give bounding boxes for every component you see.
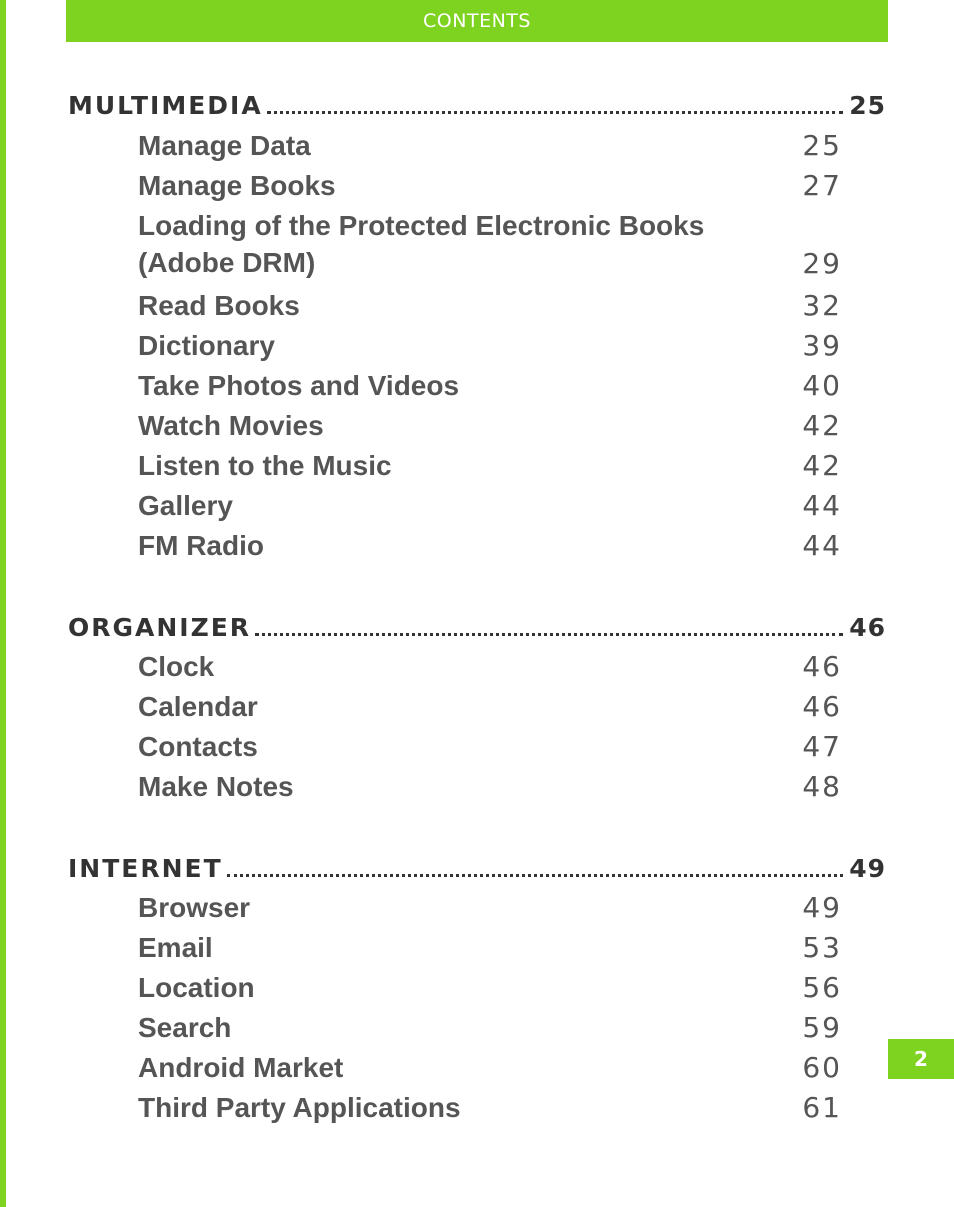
toc-item-browser[interactable] bbox=[138, 889, 842, 927]
toc-item-page: 42 bbox=[802, 409, 842, 442]
dot-leader bbox=[267, 111, 844, 114]
toc-item-watch-movies[interactable] bbox=[138, 407, 842, 445]
toc-item-label: Search bbox=[138, 1012, 232, 1043]
toc-item-page: 48 bbox=[802, 770, 842, 803]
toc-item-page: 39 bbox=[802, 329, 842, 362]
section-page: 25 bbox=[849, 91, 886, 120]
toc-item-manage-data[interactable] bbox=[138, 127, 842, 165]
toc-item-label: Browser bbox=[138, 892, 251, 923]
page-number: 2 bbox=[914, 1047, 928, 1071]
contents-header bbox=[66, 0, 888, 42]
toc-item-gallery[interactable] bbox=[138, 487, 842, 525]
toc-item-page: 46 bbox=[802, 650, 842, 683]
toc-item-page: 53 bbox=[802, 931, 842, 964]
toc-item-search[interactable] bbox=[138, 1009, 842, 1047]
toc-item-page: 61 bbox=[802, 1091, 842, 1124]
toc-item-contacts[interactable] bbox=[138, 728, 842, 766]
toc-item-protected-books[interactable] bbox=[138, 207, 842, 285]
toc-item-label: Listen to the Music bbox=[138, 450, 392, 481]
section-organizer[interactable] bbox=[68, 610, 886, 642]
toc-item-page: 42 bbox=[802, 449, 842, 482]
toc-item-page: 60 bbox=[802, 1051, 842, 1084]
toc-item-page: 44 bbox=[802, 529, 842, 562]
toc-item-page: 29 bbox=[802, 247, 842, 280]
toc-item-photos-videos[interactable] bbox=[138, 367, 842, 405]
page-number-badge bbox=[888, 1039, 954, 1079]
toc-item-label: Email bbox=[138, 932, 213, 963]
toc-item-page: 59 bbox=[802, 1011, 842, 1044]
toc-item-label: Take Photos and Videos bbox=[138, 370, 460, 401]
toc-item-label: Gallery bbox=[138, 490, 233, 521]
section-multimedia[interactable] bbox=[68, 88, 886, 120]
toc-item-page: 49 bbox=[802, 891, 842, 924]
toc-item-manage-books[interactable] bbox=[138, 167, 842, 205]
contents-title: CONTENTS bbox=[423, 10, 531, 32]
toc-item-label: Location bbox=[138, 972, 255, 1003]
toc-item-location[interactable] bbox=[138, 969, 842, 1007]
toc-item-label: Loading of the Protected Electronic Books (Adobe DRM) bbox=[138, 210, 705, 278]
section-internet[interactable] bbox=[68, 851, 886, 883]
dot-leader bbox=[255, 633, 843, 636]
toc-item-page: 46 bbox=[802, 690, 842, 723]
toc-item-page: 44 bbox=[802, 489, 842, 522]
toc-item-make-notes[interactable] bbox=[138, 768, 842, 806]
section-title: INTERNET bbox=[68, 854, 223, 883]
toc-item-read-books[interactable] bbox=[138, 287, 842, 325]
section-title: ORGANIZER bbox=[68, 613, 252, 642]
toc-item-label: Make Notes bbox=[138, 771, 294, 802]
toc-item-clock[interactable] bbox=[138, 648, 842, 686]
section-page: 49 bbox=[849, 854, 886, 883]
toc-item-label: FM Radio bbox=[138, 530, 264, 561]
toc-item-calendar[interactable] bbox=[138, 688, 842, 726]
toc-item-page: 56 bbox=[802, 971, 842, 1004]
toc-item-listen-music[interactable] bbox=[138, 447, 842, 485]
dot-leader bbox=[227, 874, 844, 877]
toc-item-third-party-apps[interactable] bbox=[138, 1089, 842, 1127]
toc-item-label: Manage Books bbox=[138, 170, 336, 201]
toc-item-label: Android Market bbox=[138, 1052, 344, 1083]
toc-item-label: Dictionary bbox=[138, 330, 275, 361]
toc-item-dictionary[interactable] bbox=[138, 327, 842, 365]
toc-item-page: 47 bbox=[802, 730, 842, 763]
toc-item-page: 32 bbox=[802, 289, 842, 322]
section-page: 46 bbox=[849, 613, 886, 642]
toc-item-label: Clock bbox=[138, 651, 215, 682]
toc-item-label: Read Books bbox=[138, 290, 300, 321]
section-title: MULTIMEDIA bbox=[68, 91, 263, 120]
toc-item-email[interactable] bbox=[138, 929, 842, 967]
toc-item-android-market[interactable] bbox=[138, 1049, 842, 1087]
toc-item-label: Manage Data bbox=[138, 130, 311, 161]
toc-item-page: 27 bbox=[802, 169, 842, 202]
toc-item-page: 25 bbox=[802, 129, 842, 162]
toc-item-label: Calendar bbox=[138, 691, 258, 722]
toc-item-label: Watch Movies bbox=[138, 410, 324, 441]
toc-item-page: 40 bbox=[802, 369, 842, 402]
side-accent-bar bbox=[0, 0, 6, 1207]
toc-item-label: Third Party Applications bbox=[138, 1092, 461, 1123]
toc-item-fm-radio[interactable] bbox=[138, 527, 842, 565]
toc-item-label: Contacts bbox=[138, 731, 258, 762]
